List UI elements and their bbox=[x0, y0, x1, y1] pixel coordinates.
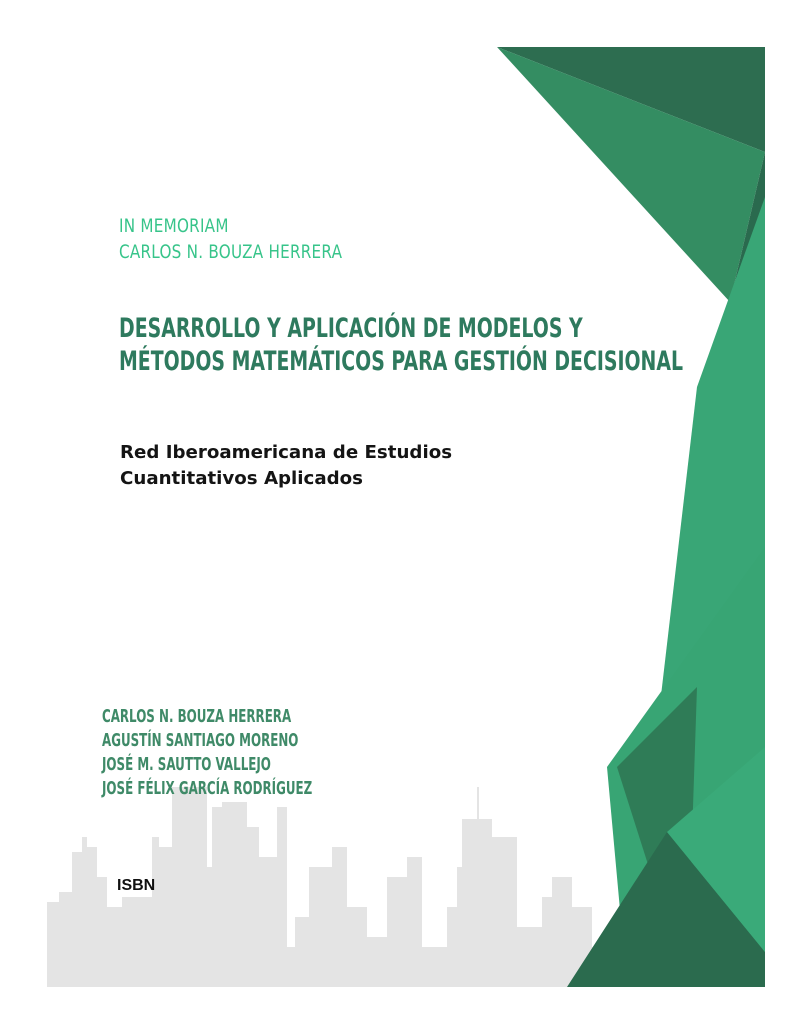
memoriam-dedication bbox=[119, 213, 342, 265]
title-line-2: MÉTODOS MATEMÁTICOS PARA GESTIÓN DECISIONAL bbox=[119, 346, 684, 377]
book-cover bbox=[47, 47, 765, 987]
author-name: AGUSTÍN SANTIAGO MORENO bbox=[102, 730, 299, 751]
author-name: CARLOS N. BOUZA HERRERA bbox=[102, 706, 292, 727]
book-title bbox=[119, 312, 683, 378]
memoriam-line-1: IN MEMORIAM bbox=[119, 215, 229, 237]
network-name bbox=[120, 440, 452, 492]
memoriam-line-2: CARLOS N. BOUZA HERRERA bbox=[119, 241, 343, 263]
network-line-1: Red Iberoamericana de Estudios bbox=[120, 443, 453, 463]
cover-artwork bbox=[47, 47, 765, 987]
author-name: JOSÉ M. SAUTTO VALLEJO bbox=[102, 754, 271, 775]
title-line-1: DESARROLLO Y APLICACIÓN DE MODELOS Y bbox=[119, 313, 583, 344]
network-line-2: Cuantitativos Aplicados bbox=[120, 469, 363, 489]
green-triangle-decoration bbox=[497, 47, 765, 987]
isbn-label: ISBN bbox=[117, 877, 156, 894]
authors-list bbox=[102, 705, 312, 801]
author-name: JOSÉ FÉLIX GARCÍA RODRÍGUEZ bbox=[102, 778, 313, 799]
